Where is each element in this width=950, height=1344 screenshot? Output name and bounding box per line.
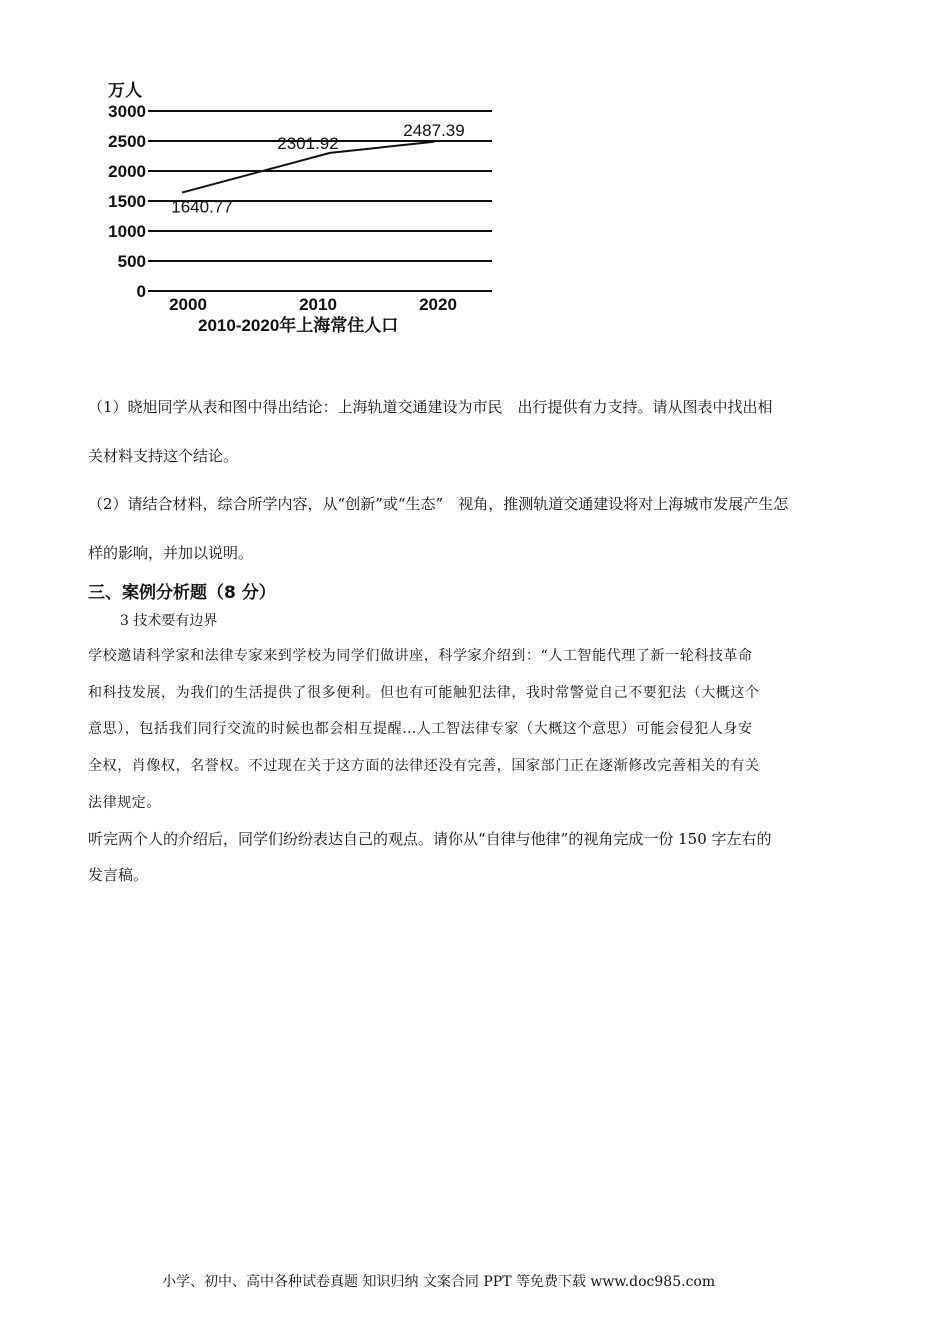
case-title: 3 技术要有边界: [120, 613, 218, 629]
population-line-chart: [90, 70, 510, 350]
y-tick-label: 2000: [108, 162, 146, 181]
data-label: 2487.39: [403, 120, 465, 140]
task-prompt-line-2: 发言稿。: [88, 866, 149, 884]
case-text-line: 和科技发展，为我们的生活提供了很多便利。但也有可能触犯法律，我时常警觉自己不要犯法（大概这个: [88, 685, 760, 701]
question-2-line-1: （2）请结合材料，综合所学内容，从“创新”或“生态” 视角，推测轨道交通建设将对上海城市发展产生怎: [88, 495, 789, 513]
case-text-line: 意思），包括我们同行交流的时候也都会相互提醒…人工智法律专家（大概这个意思）可能会侵犯人身安: [88, 721, 753, 737]
x-tick-labels: [169, 295, 457, 314]
question-1-line-2: 关材料支持这个结论。: [88, 447, 239, 465]
x-tick-label: 2000: [169, 295, 207, 314]
data-labels: [171, 121, 464, 217]
task-prompt-line-1: 听完两个人的介绍后，同学们纷纷表达自己的观点。请你从“自律与他律”的视角完成一份 150 字左右的: [88, 830, 772, 848]
data-label: 1640.77: [171, 197, 233, 217]
case-text-line: 法律规定。: [88, 795, 161, 811]
case-text-line: 学校邀请科学家和法律专家来到学校为同学们做讲座，科学家介绍到：“人工智能代理了新一轮科技革命: [88, 648, 753, 664]
y-tick-label: 3000: [108, 102, 146, 121]
y-tick-labels: [108, 102, 146, 301]
chart-title: 2010-2020年上海常住人口: [198, 316, 399, 335]
y-tick-label: 1500: [108, 192, 146, 211]
x-tick-label: 2010: [299, 295, 337, 314]
case-text-line: 全权，肖像权，名誉权。不过现在关于这方面的法律还没有完善，国家部门正在逐渐修改完善相关的有关: [88, 758, 760, 774]
data-label: 2301.92: [277, 133, 339, 153]
y-tick-label: 0: [136, 282, 146, 301]
y-tick-label: 1000: [108, 222, 146, 241]
question-2-line-2: 样的影响，并加以说明。: [88, 544, 254, 562]
y-tick-label: 2500: [108, 132, 146, 151]
section-3-title: 三、案例分析题（8 分）: [88, 583, 276, 603]
question-1-line-1: （1）晓旭同学从表和图中得出结论：上海轨道交通建设为市民 出行提供有力支持。请从图表中找出相: [88, 398, 773, 416]
page-footer: 小学、初中、高中各种试卷真题 知识归纳 文案合同 PPT 等免费下载 www.doc985.com: [162, 1274, 716, 1290]
y-axis-unit: 万人: [108, 81, 142, 100]
x-tick-label: 2020: [419, 295, 457, 314]
y-tick-label: 500: [117, 252, 146, 271]
